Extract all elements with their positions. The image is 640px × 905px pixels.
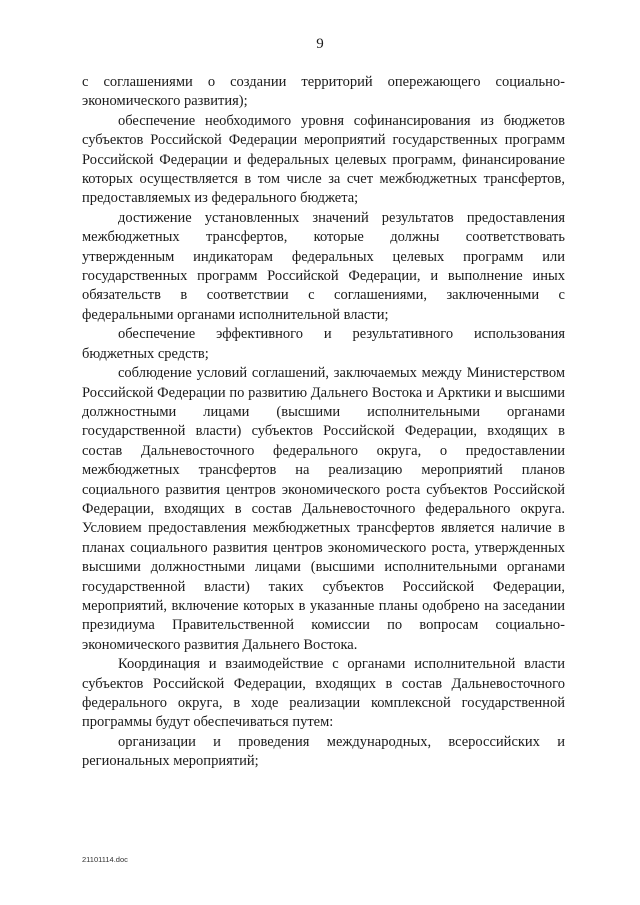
document-file-code: 21101114.doc — [82, 855, 128, 864]
paragraph-1: с соглашениями о создании территорий опережающего социально-экономического развития); — [82, 74, 565, 110]
page-number: 9 — [316, 36, 324, 52]
paragraph-6: Координация и взаимодействие с органами исполнительной власти субъектов Российской Федерации, входящих в состав Дальневосточного федерального округа, в ходе реализации комплексной государственной программы будут обеспечиваться путем: — [82, 656, 565, 731]
paragraph-3: достижение установленных значений результатов предоставления межбюджетных трансфертов, которые должны соответствовать утвержденным индикаторам федеральных целевых программ или государственных программ Российской Федерации, и выполнение иных обязательств в соответствии с соглашениями, заключенными с федеральными органами исполнительной власти; — [82, 209, 565, 323]
paragraph-2: обеспечение необходимого уровня софинансирования из бюджетов субъектов Российской Федерации мероприятий государственных программ Российской Федерации и федеральных целевых программ, финансирование которых осуществляется в том числе за счет межбюджетных трансфертов, предоставляемых из федерального бюджета; — [82, 112, 565, 207]
paragraph-5: соблюдение условий соглашений, заключаемых между Министерством Российской Федерации по развитию Дальнего Востока и Арктики и высшими должностными лицами (высшими исполнительными органами государственной власти) субъектов Российской Федерации, входящих в состав Дальневосточного федерального округа, о предоставлении межбюджетных трансфертов на реализацию мероприятий планов социального развития центров экономического роста субъектов Российской Федерации, входящих в состав Дальневосточного федерального округа. Условием предоставления межбюджетных трансфертов является наличие в планах социального развития центров экономического роста, утвержденных высшими должностными лицами (высшими исполнительными органами государственной власти) таких субъектов Российской Федерации, мероприятий, включение которых в указанные планы одобрено на заседании президиума Правительственной комиссии по вопросам социально-экономического развития Дальнего Востока. — [82, 365, 565, 653]
paragraph-4: обеспечение эффективного и результативного использования бюджетных средств; — [82, 326, 565, 362]
document-body — [82, 73, 565, 772]
paragraph-7: организации и проведения международных, всероссийских и региональных мероприятий; — [82, 733, 565, 770]
